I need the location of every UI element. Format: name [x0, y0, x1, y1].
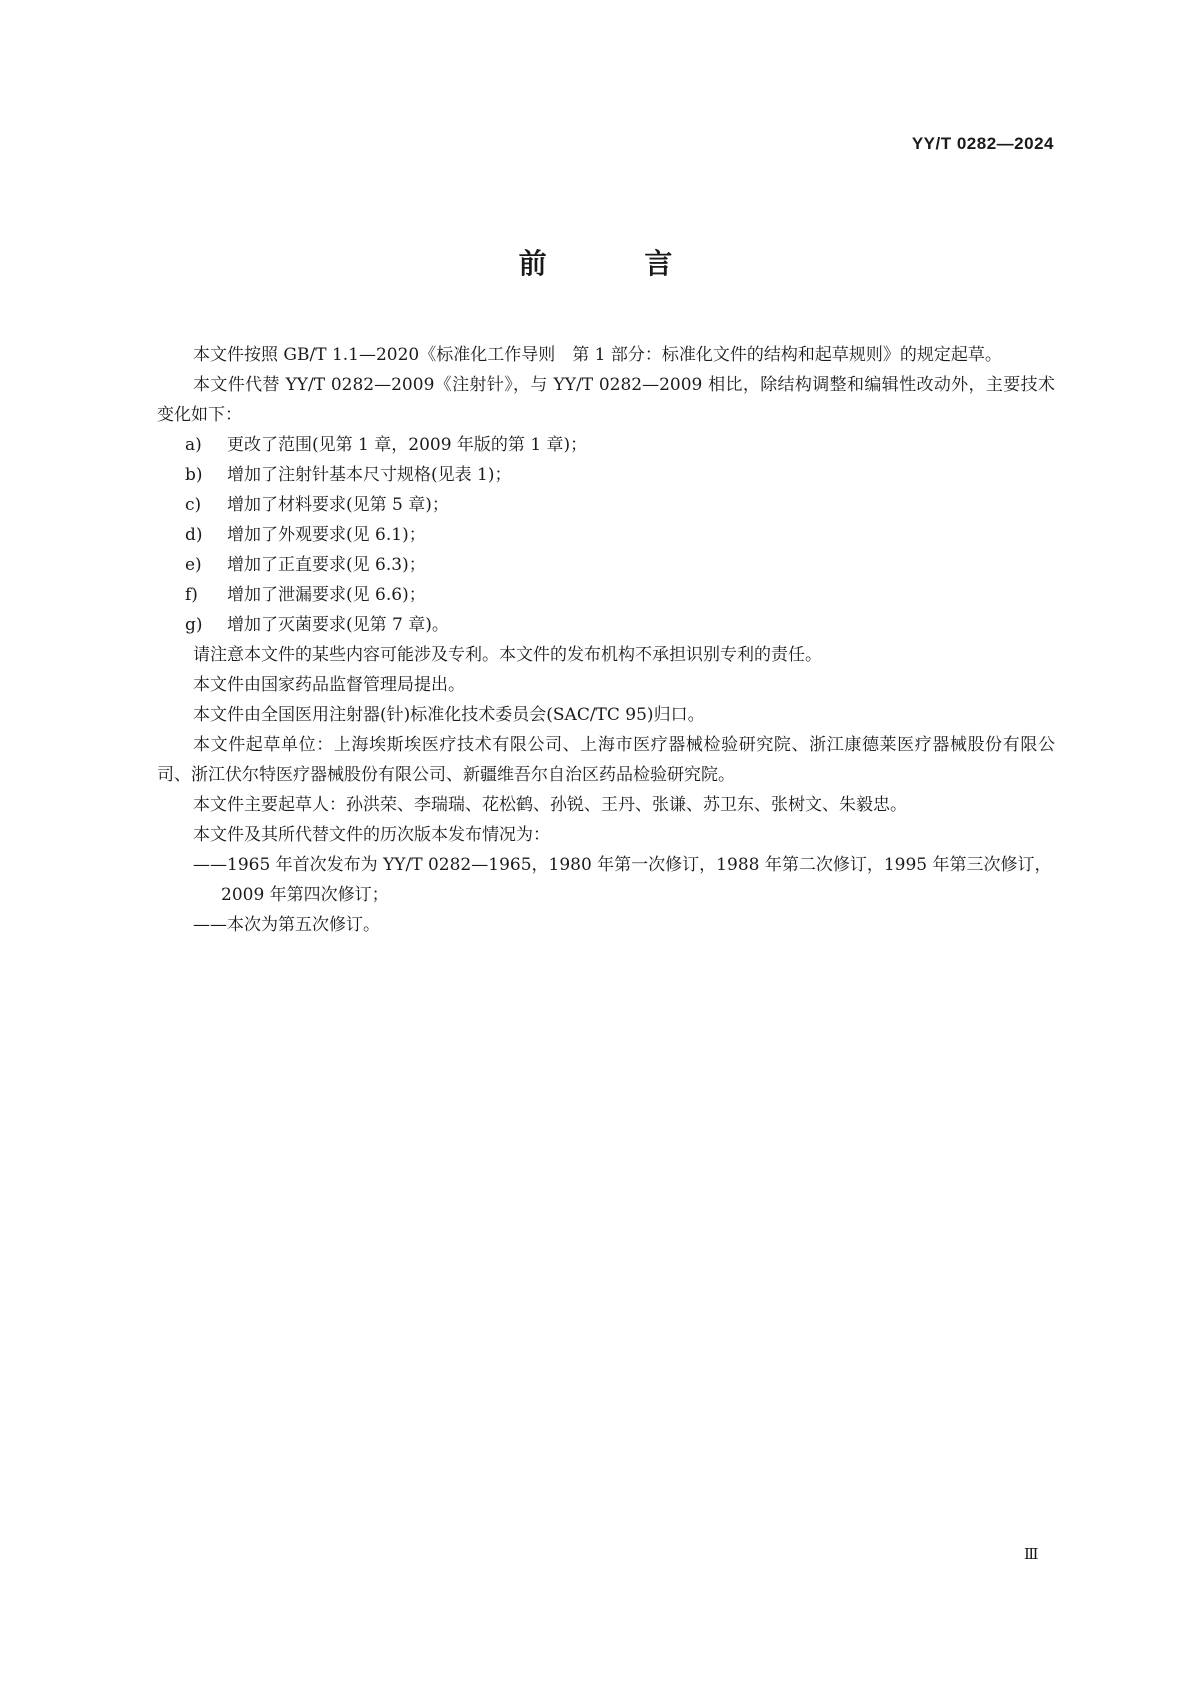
history-item: ——本次为第五次修订。 [193, 915, 380, 935]
list-item [157, 490, 1055, 520]
page-title: 前 言 [518, 247, 717, 280]
list-item-text: 更改了范围(见第 1 章，2009 年版的第 1 章)； [227, 435, 588, 455]
paragraph-history-intro: 本文件及其所代替文件的历次版本发布情况为： [193, 825, 550, 845]
list-item [157, 430, 1055, 460]
standard-code: YY/T 0282—2024 [911, 134, 1054, 153]
paragraph-patent-notice: 请注意本文件的某些内容可能涉及专利。本文件的发布机构不承担识别专利的责任。 [193, 645, 822, 665]
document-body [157, 340, 1055, 940]
page-number: Ⅲ [1024, 1545, 1039, 1563]
list-item [157, 550, 1055, 580]
paragraph-committee: 本文件由全国医用注射器(针)标准化技术委员会(SAC/TC 95)归口。 [193, 705, 705, 725]
list-item-text: 增加了泄漏要求(见 6.6)； [227, 585, 426, 605]
list-item-text: 增加了材料要求(见第 5 章)； [227, 495, 449, 515]
paragraph-drafting-units: 本文件起草单位：上海埃斯埃医疗技术有限公司、上海市医疗器械检验研究院、浙江康德莱医疗器械股份有限公司、浙江伏尔特医疗器械股份有限公司、新疆维吾尔自治区药品检验研究院。 [157, 735, 1055, 785]
list-item-label: a) [185, 435, 202, 455]
list-item [157, 610, 1055, 640]
paragraph-drafters: 本文件主要起草人：孙洪荣、李瑞瑞、花松鹤、孙锐、王丹、张谦、苏卫东、张树文、朱毅忠。 [193, 795, 907, 815]
list-item-text: 增加了外观要求(见 6.1)； [227, 525, 426, 545]
list-item-label: f) [185, 585, 198, 605]
paragraph-replacement: 本文件代替 YY/T 0282—2009《注射针》，与 YY/T 0282—2009 相比，除结构调整和编辑性改动外，主要技术变化如下： [157, 375, 1055, 425]
list-item-label: g) [185, 615, 203, 635]
paragraph-drafting-rules: 本文件按照 GB/T 1.1—2020《标准化工作导则 第 1 部分：标准化文件的结构和起草规则》的规定起草。 [193, 345, 1002, 365]
list-item-text: 增加了正直要求(见 6.3)； [227, 555, 426, 575]
paragraph-proposer: 本文件由国家药品监督管理局提出。 [193, 675, 465, 695]
history-item: ——1965 年首次发布为 YY/T 0282—1965，1980 年第一次修订，1988 年第二次修订，1995 年第三次修订，2009 年第四次修订； [193, 855, 1052, 905]
list-item [157, 520, 1055, 550]
list-item [157, 580, 1055, 610]
list-item-label: e) [185, 555, 202, 575]
list-item-label: d) [185, 525, 203, 545]
list-item-text: 增加了灭菌要求(见第 7 章)。 [227, 615, 449, 635]
list-item-label: c) [185, 495, 202, 515]
list-item [157, 460, 1055, 490]
list-item-text: 增加了注射针基本尺寸规格(见表 1)； [227, 465, 512, 485]
list-item-label: b) [185, 465, 203, 485]
